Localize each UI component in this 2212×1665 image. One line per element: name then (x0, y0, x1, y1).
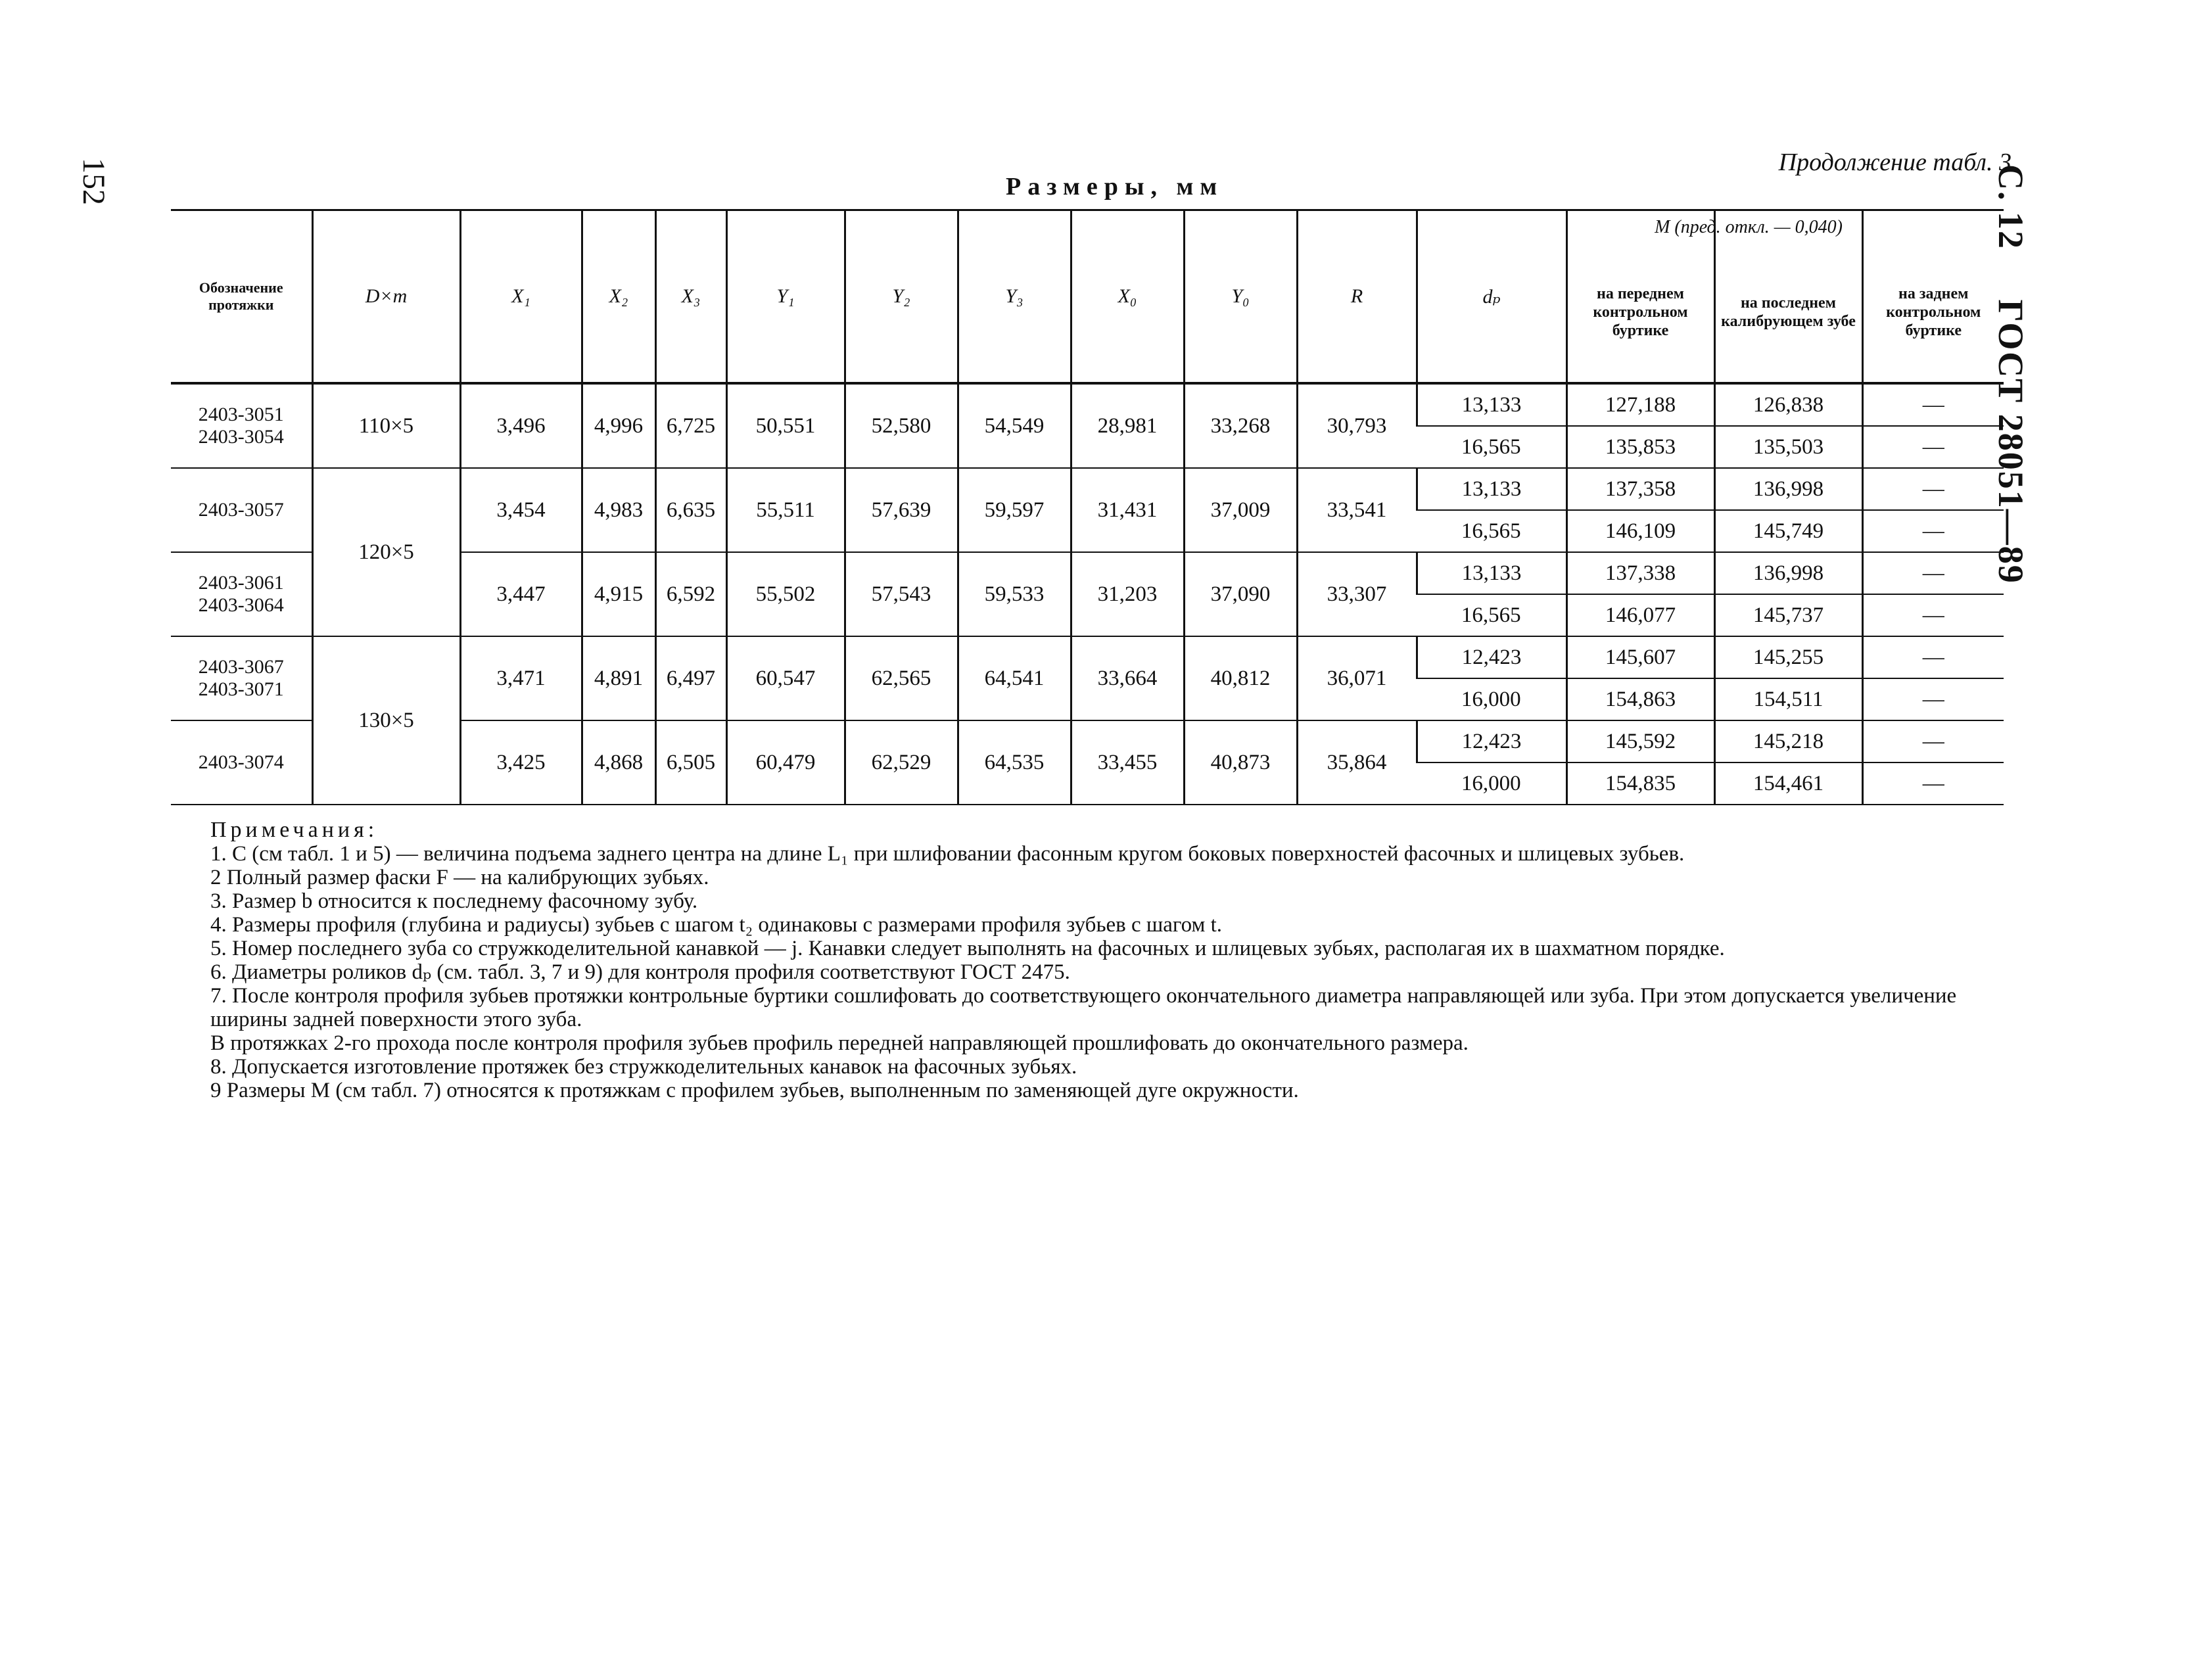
cell-r: 30,793 (1297, 383, 1417, 468)
cell-r: 33,307 (1297, 552, 1417, 636)
continuation-label: Продолжение табл. 3 (1778, 149, 2012, 176)
page-number: 152 (76, 158, 111, 205)
note-item: 8. Допускается изготовление протяжек без стружкоделительных канавок на фасочных зубьях. (210, 1055, 1077, 1079)
col-m-front: на переднем контрольном буртике (1566, 210, 1714, 384)
note-item: 3. Размер b относится к последнему фасочному зубу. (210, 889, 698, 913)
cell-y0: 37,090 (1184, 552, 1297, 636)
col-y0: Y₀ (1184, 210, 1297, 384)
dimensions-title: Размеры, мм (1006, 173, 1224, 200)
cell-m-front: 145,607 (1566, 636, 1714, 678)
cell-y3: 54,549 (958, 383, 1071, 468)
cell-x1: 3,425 (460, 720, 582, 805)
cell-y1: 60,547 (726, 636, 845, 720)
cell-x1: 3,471 (460, 636, 582, 720)
cell-dp: 16,565 (1417, 426, 1566, 468)
cell-m-calib: 135,503 (1714, 426, 1862, 468)
cell-m-rear: — (1862, 468, 2004, 510)
col-r: R (1297, 210, 1417, 384)
cell-m-rear: — (1862, 678, 2004, 720)
cell-y1: 55,511 (726, 468, 845, 552)
cell-x0: 28,981 (1071, 383, 1184, 468)
col-y3: Y₃ (958, 210, 1071, 384)
cell-m-front: 137,358 (1566, 468, 1714, 510)
cell-x2: 4,891 (582, 636, 655, 720)
cell-x2: 4,996 (582, 383, 655, 468)
cell-code: 2403-3074 (171, 720, 312, 805)
cell-x3: 6,505 (655, 720, 726, 805)
cell-dp: 16,565 (1417, 510, 1566, 552)
note-item: 4. Размеры профиля (глубина и радиусы) зубьев с шагом t₂ одинаковы с размерами профиля зубьев с шагом t. (210, 913, 1223, 937)
col-x1: X₁ (460, 210, 582, 384)
cell-x2: 4,915 (582, 552, 655, 636)
cell-x3: 6,497 (655, 636, 726, 720)
cell-m-rear: — (1862, 552, 2004, 594)
cell-m-front: 146,077 (1566, 594, 1714, 636)
cell-m-rear: — (1862, 720, 2004, 762)
cell-m-front: 154,863 (1566, 678, 1714, 720)
cell-dxm: 120×5 (312, 468, 460, 636)
cell-x0: 31,203 (1071, 552, 1184, 636)
col-x3: X₃ (655, 210, 726, 384)
table-row (171, 383, 2004, 426)
cell-m-calib: 145,218 (1714, 720, 1862, 762)
note-item: 9 Размеры М (см табл. 7) относятся к протяжкам с профилем зубьев, выполненным по заменяющей дуге окружности. (210, 1079, 1299, 1102)
cell-m-calib: 145,255 (1714, 636, 1862, 678)
cell-m-rear: — (1862, 383, 2004, 426)
cell-m-front: 135,853 (1566, 426, 1714, 468)
cell-code: 2403-3067 2403-3071 (171, 636, 312, 720)
cell-m-rear: — (1862, 636, 2004, 678)
col-x2: X₂ (582, 210, 655, 384)
cell-m-calib: 145,737 (1714, 594, 1862, 636)
note-item: 7. После контроля профиля зубьев протяжки контрольные буртики сошлифовать до соответствующего окончательного диаметра направляющей или зуба. При этом допускается увеличение ширины задней поверхности этого зуба. (210, 984, 1957, 1031)
cell-y3: 64,541 (958, 636, 1071, 720)
table-body (171, 383, 2004, 805)
cell-m-calib: 126,838 (1714, 383, 1862, 426)
cell-r: 33,541 (1297, 468, 1417, 552)
cell-y3: 59,533 (958, 552, 1071, 636)
col-code: Обозначение протяжки (171, 210, 312, 384)
note-item: 1. С (см табл. 1 и 5) — величина подъема заднего центра на длине L₁ при шлифовании фасонным кругом боковых поверхностей фасочных и шлицевых зубьев. (210, 842, 1685, 866)
cell-y0: 33,268 (1184, 383, 1297, 468)
cell-m-rear: — (1862, 510, 2004, 552)
cell-x2: 4,868 (582, 720, 655, 805)
note-item: В протяжках 2-го прохода после контроля профиля зубьев профиль передней направляющей прошлифовать до окончательного размера. (210, 1031, 1469, 1055)
m-header: М (пред. откл. — 0,040) (1655, 217, 1843, 237)
cell-x3: 6,725 (655, 383, 726, 468)
cell-y0: 40,812 (1184, 636, 1297, 720)
cell-m-calib: 154,461 (1714, 762, 1862, 805)
cell-code: 2403-3061 2403-3064 (171, 552, 312, 636)
col-m-calib: на последнем калибрующем зубе (1714, 210, 1862, 384)
notes-list (210, 842, 2031, 1102)
cell-y2: 62,529 (845, 720, 958, 805)
cell-y2: 62,565 (845, 636, 958, 720)
cell-y2: 57,639 (845, 468, 958, 552)
cell-m-calib: 145,749 (1714, 510, 1862, 552)
cell-x0: 33,664 (1071, 636, 1184, 720)
notes-block (210, 818, 2031, 1102)
cell-y2: 52,580 (845, 383, 958, 468)
col-dxm: D×m (312, 210, 460, 384)
page-ref: С. 12 (1991, 164, 2031, 250)
cell-dp: 16,000 (1417, 678, 1566, 720)
cell-x1: 3,496 (460, 383, 582, 468)
cell-dp: 12,423 (1417, 720, 1566, 762)
note-item: 5. Номер последнего зуба со стружкоделительной канавкой — j. Канавки следует выполнять на фасочных и шлицевых зубьях, располагая их в шахматном порядке. (210, 937, 1725, 960)
cell-y1: 50,551 (726, 383, 845, 468)
cell-dp: 12,423 (1417, 636, 1566, 678)
cell-x0: 33,455 (1071, 720, 1184, 805)
cell-y3: 59,597 (958, 468, 1071, 552)
note-item: 2 Полный размер фаски F — на калибрующих зубьях. (210, 866, 709, 889)
cell-x2: 4,983 (582, 468, 655, 552)
cell-y2: 57,543 (845, 552, 958, 636)
cell-m-calib: 136,998 (1714, 552, 1862, 594)
cell-m-rear: — (1862, 762, 2004, 805)
cell-y1: 60,479 (726, 720, 845, 805)
cell-m-calib: 136,998 (1714, 468, 1862, 510)
cell-dxm: 110×5 (312, 383, 460, 468)
cell-y0: 40,873 (1184, 720, 1297, 805)
standard-number: ГОСТ 28051—89 (1991, 299, 2031, 584)
table-row (171, 636, 2004, 678)
cell-dxm: 130×5 (312, 636, 460, 805)
cell-m-front: 127,188 (1566, 383, 1714, 426)
cell-x3: 6,635 (655, 468, 726, 552)
cell-m-rear: — (1862, 594, 2004, 636)
cell-dp: 13,133 (1417, 383, 1566, 426)
notes-title: Примечания: (210, 818, 379, 842)
cell-dp: 13,133 (1417, 552, 1566, 594)
cell-m-front: 154,835 (1566, 762, 1714, 805)
cell-x0: 31,431 (1071, 468, 1184, 552)
cell-x3: 6,592 (655, 552, 726, 636)
cell-m-front: 146,109 (1566, 510, 1714, 552)
cell-code: 2403-3057 (171, 468, 312, 552)
cell-m-front: 145,592 (1566, 720, 1714, 762)
cell-x1: 3,447 (460, 552, 582, 636)
cell-m-calib: 154,511 (1714, 678, 1862, 720)
note-item: 6. Диаметры роликов dₚ (см. табл. 3, 7 и 9) для контроля профиля соответствуют ГОСТ 2475. (210, 960, 1070, 984)
cell-dp: 16,000 (1417, 762, 1566, 805)
col-m-rear: на заднем контрольном буртике (1862, 210, 2004, 384)
cell-x1: 3,454 (460, 468, 582, 552)
cell-dp: 16,565 (1417, 594, 1566, 636)
header-row (171, 210, 2004, 384)
cell-y0: 37,009 (1184, 468, 1297, 552)
cell-y3: 64,535 (958, 720, 1071, 805)
cell-r: 35,864 (1297, 720, 1417, 805)
col-x0: X₀ (1071, 210, 1184, 384)
cell-y1: 55,502 (726, 552, 845, 636)
cell-code: 2403-3051 2403-3054 (171, 383, 312, 468)
col-y1: Y₁ (726, 210, 845, 384)
cell-dp: 13,133 (1417, 468, 1566, 510)
table-row (171, 468, 2004, 510)
col-y2: Y₂ (845, 210, 958, 384)
cell-m-rear: — (1862, 426, 2004, 468)
col-dp: dₚ (1417, 210, 1566, 384)
cell-m-front: 137,338 (1566, 552, 1714, 594)
dimensions-table (171, 209, 2004, 805)
cell-r: 36,071 (1297, 636, 1417, 720)
